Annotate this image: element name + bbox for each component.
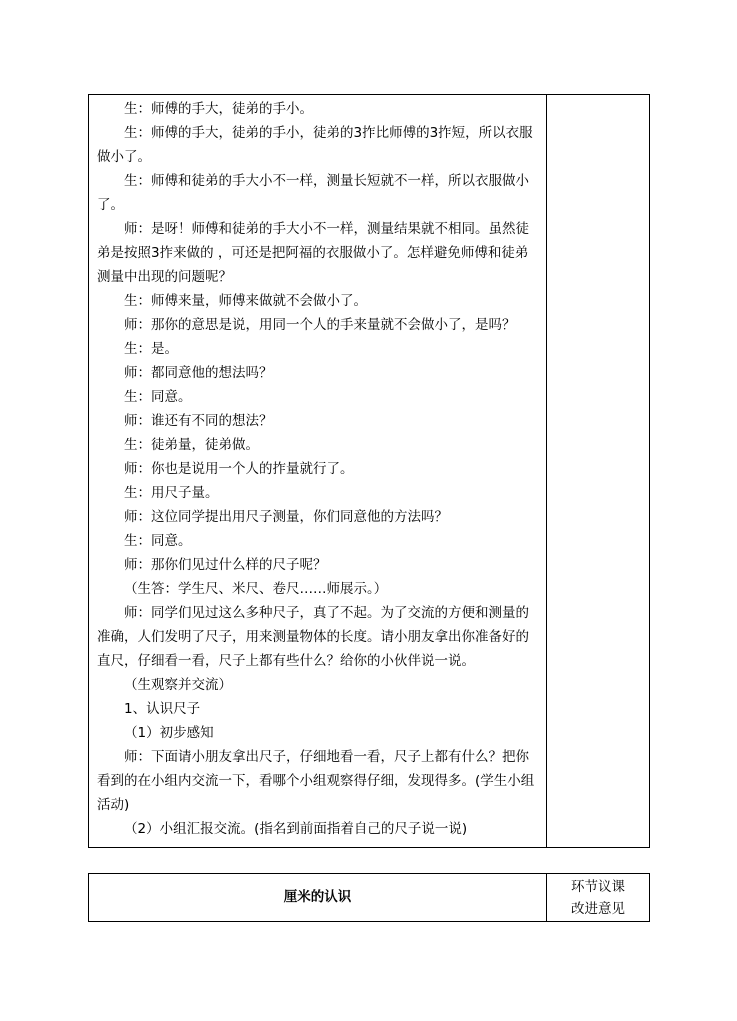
transcript-line: 生：是。 [124,341,178,357]
lesson-table [88,94,650,848]
transcript-line: 生：师傅和徒弟的手大小不一样，测量长短就不一样，所以衣服做小了。 [97,173,529,213]
transcript-line: （生答：学生尺、米尺、卷尺……师展示。） [124,581,388,597]
transcript-line: 师：你也是说用一个人的拃量就行了。 [124,461,354,477]
transcript-line: 师：那你们见过什么样的尺子呢？ [124,557,327,573]
transcript-line: 生：师傅的手大，徒弟的手小。 [124,101,313,117]
transcript-line: 生：同意。 [124,533,192,549]
comment-header [547,876,649,920]
transcript-line: 师：下面请小朋友拿出尺子，仔细地看一看，尺子上都有什么？把你看到的在小组内交流一下，看哪个小组观察得仔细，发现得多。(学生小组活动) [97,749,535,813]
transcript-line: 师：是呀！师傅和徒弟的手大小不一样，测量结果就不相同。虽然徒弟是按照3拃来做的 ，可还是把阿福的衣服做小了。怎样避免师傅和徒弟测量中出现的问题呢？ [97,221,529,285]
lesson-header-table [88,873,650,922]
lesson-title: 厘米的认识 [283,889,352,905]
transcript-line: 生：师傅来量，师傅来做就不会做小了。 [124,293,367,309]
transcript-line: 生：师傅的手大，徒弟的手小，徒弟的3拃比师傅的3拃短，所以衣服做小了。 [97,125,533,165]
lesson-transcript [97,97,541,841]
transcript-line: 生：徒弟量，徒弟做。 [124,437,259,453]
transcript-line: 师：谁还有不同的想法？ [124,413,273,429]
transcript-line: 1、认识尺子 [124,701,201,717]
transcript-line: 师：都同意他的想法吗？ [124,365,273,381]
comment-header-line: 环节议课 [571,879,625,895]
transcript-line: （2）小组汇报交流。(指名到前面指着自己的尺子说一说) [124,821,468,837]
transcript-line: （生观察并交流） [124,677,232,693]
transcript-line: （1）初步感知 [124,725,214,741]
comment-header-line: 改进意见 [571,901,625,917]
transcript-line: 师：同学们见过这么多种尺子，真了不起。为了交流的方便和测量的准确，人们发明了尺子，用来测量物体的长度。请小朋友拿出你准备好的直尺，仔细看一看，尺子上都有些什么？给你的小伙伴说一说。 [97,605,529,669]
transcript-line: 师：这位同学提出用尺子测量，你们同意他的方法吗？ [124,509,448,525]
transcript-line: 生：同意。 [124,389,192,405]
transcript-line: 生：用尺子量。 [124,485,219,501]
transcript-line: 师：那你的意思是说，用同一个人的手来量就不会做小了，是吗？ [124,317,516,333]
column-divider [546,95,547,847]
